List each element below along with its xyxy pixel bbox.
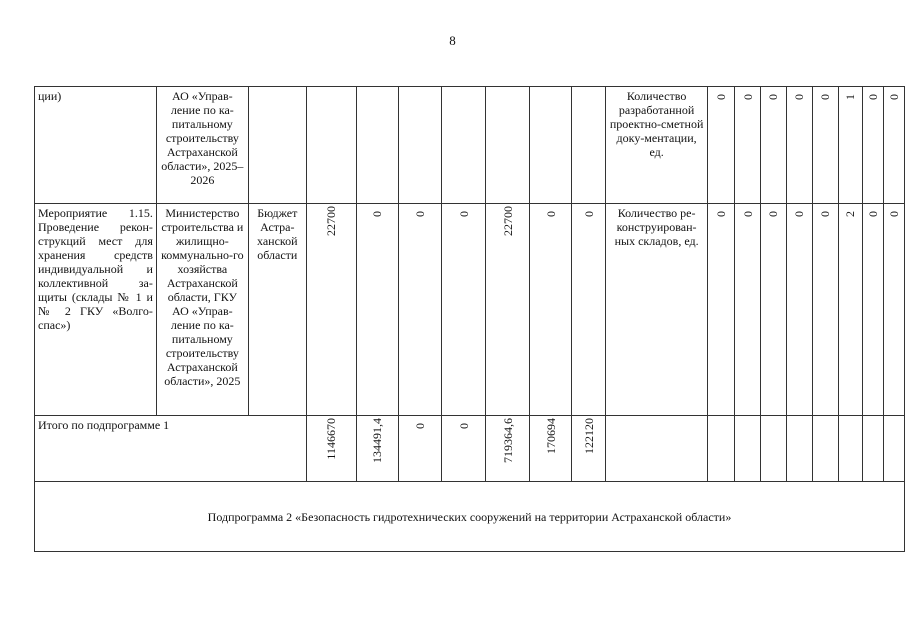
value-cell: 0 bbox=[883, 204, 904, 416]
executor-cell: Министерство строительства и жилищно-коммунально-го хозяйства Астраханской области, ГКУ АО «Управ-ление по ка-питальному строительству Астраханской области», 2025 bbox=[156, 204, 248, 416]
value-cell: 2 bbox=[838, 204, 862, 416]
finance-cell: 0 bbox=[398, 204, 442, 416]
total-finance-cell: 719364,6 bbox=[486, 416, 530, 482]
empty-cell bbox=[862, 416, 883, 482]
subprogram-row bbox=[35, 482, 905, 552]
total-finance-cell: 0 bbox=[398, 416, 442, 482]
total-label: Итого по подпрограмме 1 bbox=[35, 416, 307, 482]
measure-cell: ции) bbox=[35, 87, 157, 204]
finance-cell: 0 bbox=[572, 204, 606, 416]
measure-cell: Мероприятие 1.15. Проведение рекон-струкций мест для хранения средств индивидуальной и коллективной за-щиты (склады № 1 и № 2 ГКУ «Волго-спас») bbox=[35, 204, 157, 416]
value-cell: 0 bbox=[862, 204, 883, 416]
empty-cell bbox=[606, 416, 708, 482]
empty-cell bbox=[812, 416, 838, 482]
total-finance-cell: 0 bbox=[442, 416, 486, 482]
source-cell: Бюджет Астра-ханской области bbox=[248, 204, 306, 416]
value-cell: 0 bbox=[812, 87, 838, 204]
empty-cell bbox=[761, 416, 787, 482]
finance-cell bbox=[306, 87, 356, 204]
value-cell: 0 bbox=[862, 87, 883, 204]
value-cell: 0 bbox=[708, 87, 735, 204]
table-row bbox=[35, 87, 905, 204]
table-row bbox=[35, 204, 905, 416]
finance-cell: 0 bbox=[442, 204, 486, 416]
value-cell: 1 bbox=[838, 87, 862, 204]
finance-cell bbox=[398, 87, 442, 204]
finance-cell: 0 bbox=[530, 204, 572, 416]
page-number: 8 bbox=[449, 33, 456, 48]
finance-cell: 0 bbox=[356, 204, 398, 416]
value-cell: 0 bbox=[786, 204, 812, 416]
value-cell: 0 bbox=[883, 87, 904, 204]
total-finance-cell: 122120 bbox=[572, 416, 606, 482]
total-finance-cell: 1146670 bbox=[306, 416, 356, 482]
total-finance-cell: 134491,4 bbox=[356, 416, 398, 482]
value-cell: 0 bbox=[761, 87, 787, 204]
value-cell: 0 bbox=[761, 204, 787, 416]
value-cell: 0 bbox=[735, 204, 761, 416]
finance-cell bbox=[572, 87, 606, 204]
total-finance-cell: 170694 bbox=[530, 416, 572, 482]
executor-cell: АО «Управ-ление по ка-питальному строительству Астраханской области», 2025–2026 bbox=[156, 87, 248, 204]
source-cell bbox=[248, 87, 306, 204]
total-row bbox=[35, 416, 905, 482]
value-cell: 0 bbox=[708, 204, 735, 416]
indicator-cell: Количество ре-конструирован-ных складов, ед. bbox=[606, 204, 708, 416]
indicator-cell: Количество разработанной проектно-сметной доку-ментации, ед. bbox=[606, 87, 708, 204]
empty-cell bbox=[786, 416, 812, 482]
empty-cell bbox=[708, 416, 735, 482]
subprogram-title: Подпрограмма 2 «Безопасность гидротехнических сооружений на территории Астраханской области» bbox=[35, 482, 905, 552]
empty-cell bbox=[883, 416, 904, 482]
finance-cell bbox=[442, 87, 486, 204]
finance-cell: 22700 bbox=[486, 204, 530, 416]
finance-cell bbox=[486, 87, 530, 204]
value-cell: 0 bbox=[735, 87, 761, 204]
finance-cell bbox=[530, 87, 572, 204]
value-cell: 0 bbox=[812, 204, 838, 416]
empty-cell bbox=[735, 416, 761, 482]
program-table bbox=[34, 86, 905, 552]
finance-cell: 22700 bbox=[306, 204, 356, 416]
empty-cell bbox=[838, 416, 862, 482]
value-cell: 0 bbox=[786, 87, 812, 204]
finance-cell bbox=[356, 87, 398, 204]
